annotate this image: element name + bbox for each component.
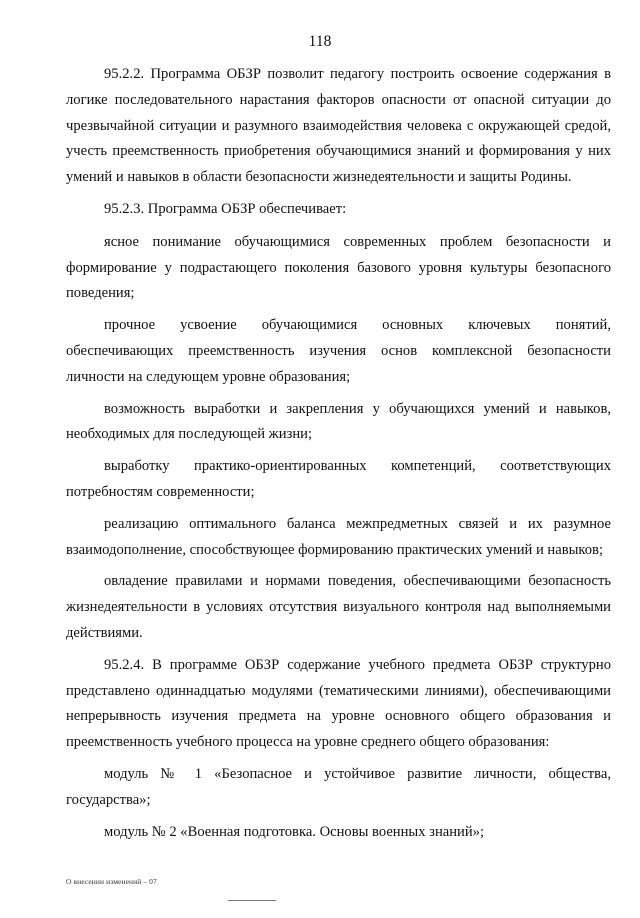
list-item-understanding: ясное понимание обучающимися современных проблем безопасности и формирование у подрастающего поколения базового уровня культуры безопасного поведения; bbox=[66, 233, 611, 302]
list-item-rules: овладение правилами и нормами поведения, обеспечивающими безопасность жизнедеятельности в условиях отсутствия визуального контроля над выполняемыми действиями. bbox=[66, 573, 611, 641]
list-item-interdisciplinary: реализацию оптимального баланса межпредметных связей и их разумное взаимодополнение, способствующее формированию практических умений и навыков; bbox=[66, 515, 611, 558]
footer-divider bbox=[228, 900, 276, 901]
list-item-competencies: выработку практико-ориентированных компетенций, соответствующих потребностям современности; bbox=[66, 458, 611, 500]
paragraph-95-2-3: 95.2.3. Программа ОБЗР обеспечивает: bbox=[104, 200, 347, 217]
list-item-skills: возможность выработки и закрепления у обучающихся умений и навыков, необходимых для последующей жизни; bbox=[66, 400, 611, 443]
list-item-concepts: прочное усвоение обучающимися основных ключевых понятий, обеспечивающих преемственность изучения основ комплексной безопасности личности на следующем уровне образования; bbox=[66, 317, 611, 385]
paragraph-95-2-2: 95.2.2. Программа ОБЗР позволит педагогу построить освоение содержания в логике последовательного нарастания факторов опасности от опасной ситуации до чрезвычайной ситуации и разумного взаимодействия человека с окружающей средой, учесть преемственность приобретения обучающимися знаний и формирования у них умений и навыков в области безопасности жизнедеятельности и защиты Родины. bbox=[66, 66, 611, 186]
module-2: модуль № 2 «Военная подготовка. Основы военных знаний»; bbox=[104, 823, 485, 840]
module-1: модуль № 1 «Безопасное и устойчивое развитие личности, общества, государства»; bbox=[66, 765, 611, 808]
page-number: 118 bbox=[308, 33, 332, 50]
document-body bbox=[66, 62, 611, 845]
paragraph-95-2-4: 95.2.4. В программе ОБЗР содержание учебного предмета ОБЗР структурно представлено одиннадцатью модулями (тематическими линиями), обеспечивающими непрерывность изучения предмета на уровне основного общего образования и преемственность учебного процесса на уровне среднего общего образования: bbox=[66, 656, 611, 751]
footer-note: О внесении изменений – 07 bbox=[66, 877, 157, 886]
